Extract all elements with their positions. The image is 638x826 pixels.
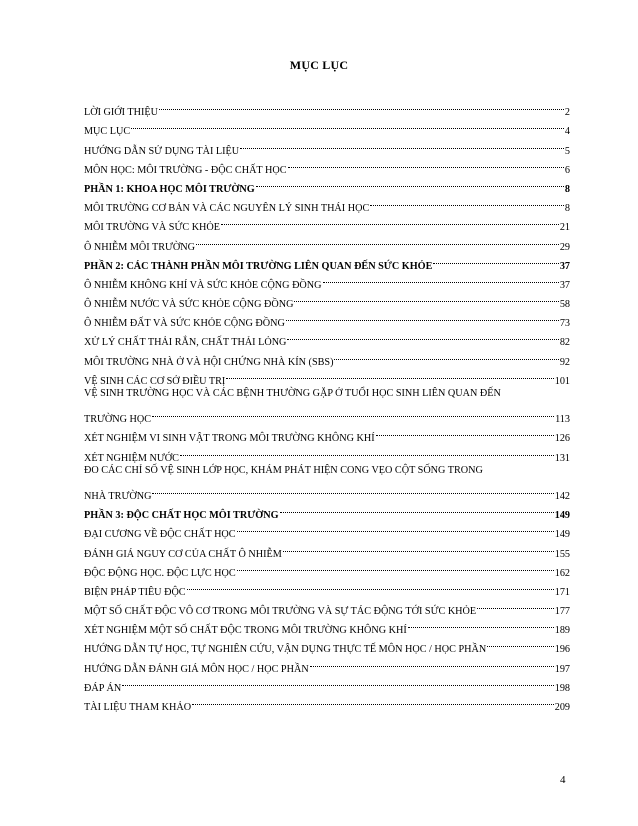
toc-entry-text: Ô NHIỄM ĐẤT VÀ SỨC KHỎE CỘNG ĐỒNG <box>84 318 285 330</box>
toc-entry-page: 198 <box>554 682 570 694</box>
dot-leader <box>322 269 560 288</box>
dot-leader <box>186 576 555 595</box>
toc-entry[interactable] <box>84 614 570 637</box>
toc-entry-page: 4 <box>564 126 570 138</box>
toc-entry-text: MÔI TRƯỜNG NHÀ Ở VÀ HỘI CHỨNG NHÀ KÍN (SBS) <box>84 356 334 368</box>
toc-entry[interactable] <box>84 230 570 253</box>
toc-entry[interactable] <box>84 441 570 464</box>
toc-entry-text-continued: TRƯỜNG HỌC <box>84 414 152 426</box>
toc-entry[interactable] <box>84 422 570 445</box>
dot-leader <box>130 115 565 134</box>
dot-leader <box>151 480 554 499</box>
dot-leader <box>293 288 559 307</box>
toc-entry-text-continued: NHÀ TRƯỜNG <box>84 490 152 502</box>
page-number: 4 <box>560 774 566 786</box>
toc-entry-page: 8 <box>564 183 570 195</box>
toc-entry[interactable] <box>84 365 570 387</box>
dot-leader <box>333 345 559 364</box>
toc-entry-text: HƯỚNG DẪN TỰ HỌC, TỰ NGHIÊN CỨU, VẬN DỤNG THỰC TẾ MÔN HỌC / HỌC PHẦN <box>84 644 487 656</box>
toc-entry-page: 149 <box>554 529 570 541</box>
toc-entry[interactable] <box>84 518 570 541</box>
toc-entry[interactable] <box>84 633 570 656</box>
dot-leader <box>225 365 554 384</box>
dot-leader <box>255 173 565 192</box>
dot-leader <box>285 307 560 326</box>
toc-entry-page: 2 <box>564 107 570 119</box>
toc-entry-text: Ô NHIỄM KHÔNG KHÍ VÀ SỨC KHỎE CỘNG ĐỒNG <box>84 279 322 291</box>
dot-leader <box>195 230 560 249</box>
dot-leader <box>309 652 555 671</box>
toc-entry[interactable] <box>84 96 570 119</box>
toc-entry-text: BIỆN PHÁP TIÊU ĐỘC <box>84 586 186 598</box>
toc-entry[interactable] <box>84 154 570 176</box>
dot-leader <box>151 403 555 422</box>
toc-entry-page: 171 <box>554 586 570 598</box>
toc-entry-text: PHẦN 2: CÁC THÀNH PHẦN MÔI TRƯỜNG LIÊN QUAN ĐẾN SỨC KHỎE <box>84 260 433 272</box>
toc-entry[interactable] <box>84 173 570 195</box>
toc-entry-text: PHẦN 3: ĐỘC CHẤT HỌC MÔI TRƯỜNG <box>84 510 279 522</box>
toc-entry-page: 21 <box>559 222 570 234</box>
toc-entry[interactable] <box>84 537 570 560</box>
dot-leader <box>407 614 555 633</box>
toc-entry-text: MÔI TRƯỜNG CƠ BẢN VÀ CÁC NGUYÊN LÝ SINH THÁI HỌC <box>84 203 370 215</box>
toc-entry-page: 92 <box>559 356 570 368</box>
toc-entry-page: 5 <box>564 145 570 157</box>
dot-leader <box>369 192 565 211</box>
toc-entry-page: 73 <box>559 318 570 330</box>
toc-entry[interactable] <box>84 652 570 675</box>
dot-leader <box>286 326 559 345</box>
toc-entry[interactable] <box>84 691 570 714</box>
toc-entry-page: 29 <box>559 241 570 253</box>
dot-leader <box>236 518 555 537</box>
dot-leader <box>158 96 565 115</box>
toc-entry-text: TÀI LIỆU THAM KHẢO <box>84 702 192 714</box>
table-of-contents <box>84 96 570 714</box>
toc-entry[interactable] <box>84 461 570 502</box>
toc-entry-page: 209 <box>554 702 570 714</box>
toc-entry[interactable] <box>84 326 570 349</box>
toc-entry[interactable] <box>84 211 570 234</box>
toc-entry-page: 162 <box>554 567 570 579</box>
dot-leader <box>279 499 555 518</box>
dot-leader <box>375 422 555 441</box>
toc-entry[interactable] <box>84 384 570 426</box>
toc-entry-text: ĐỘC ĐỘNG HỌC. ĐỘC LỰC HỌC <box>84 567 236 579</box>
toc-entry-text: VỆ SINH CÁC CƠ SỞ ĐIỀU TRỊ <box>84 375 226 387</box>
toc-entry-text: ĐO CÁC CHỈ SỐ VỆ SINH LỚP HỌC, KHÁM PHÁT HIỆN CONG VẸO CỘT SỐNG TRONG <box>84 464 483 476</box>
dot-leader <box>236 557 555 576</box>
toc-entry-page: 82 <box>559 337 570 349</box>
dot-leader <box>239 134 565 153</box>
dot-leader <box>486 633 554 652</box>
toc-entry-text: XỬ LÝ CHẤT THẢI RẮN, CHẤT THẢI LỎNG <box>84 337 287 349</box>
dot-leader <box>476 595 555 614</box>
toc-entry[interactable] <box>84 250 570 272</box>
toc-entry-page: 37 <box>559 279 570 291</box>
toc-entry-text: XÉT NGHIỆM MỘT SỐ CHẤT ĐỘC TRONG MÔI TRƯỜNG KHÔNG KHÍ <box>84 625 407 637</box>
toc-entry-text: HƯỚNG DẪN ĐÁNH GIÁ MÔN HỌC / HỌC PHẦN <box>84 663 309 675</box>
toc-entry-page: 155 <box>554 548 570 560</box>
toc-entry-page: 196 <box>554 644 570 656</box>
toc-entry[interactable] <box>84 345 570 368</box>
toc-entry-text: Ô NHIỄM NƯỚC VÀ SỨC KHỎE CỘNG ĐỒNG <box>84 299 294 311</box>
toc-entry-page: 37 <box>559 260 570 272</box>
toc-entry-text: PHẦN 1: KHOA HỌC MÔI TRƯỜNG <box>84 183 255 195</box>
toc-entry[interactable] <box>84 192 570 215</box>
toc-entry-text: LỜI GIỚI THIỆU <box>84 107 158 119</box>
toc-entry[interactable] <box>84 499 570 522</box>
toc-title: MỤC LỤC <box>289 58 349 72</box>
toc-entry-page: 6 <box>564 164 570 176</box>
dot-leader <box>432 250 559 269</box>
toc-entry[interactable] <box>84 269 570 291</box>
toc-entry-page: 131 <box>554 452 570 464</box>
toc-entry-text: MÔI TRƯỜNG VÀ SỨC KHỎE <box>84 222 220 234</box>
toc-entry-text: ĐÁNH GIÁ NGUY CƠ CỦA CHẤT Ô NHIỄM <box>84 548 282 560</box>
toc-entry-page: 126 <box>554 433 570 445</box>
toc-entry-text: VỆ SINH TRƯỜNG HỌC VÀ CÁC BỆNH THƯỜNG GẶP Ở TUỔI HỌC SINH LIÊN QUAN ĐẾN <box>84 387 501 399</box>
dot-leader <box>220 211 560 230</box>
toc-entry-page: 197 <box>554 663 570 675</box>
toc-entry-text: ĐÁP ÁN <box>84 682 122 694</box>
toc-entry[interactable] <box>84 672 570 694</box>
toc-entry-text: Ô NHIỄM MÔI TRƯỜNG <box>84 241 196 253</box>
dot-leader <box>282 537 555 556</box>
toc-entry-page: 177 <box>554 606 570 618</box>
toc-entry-page: 58 <box>559 299 570 311</box>
dot-leader <box>191 691 555 710</box>
toc-entry[interactable] <box>84 134 570 157</box>
dot-leader <box>287 154 565 173</box>
toc-entry-page: 149 <box>554 510 570 522</box>
toc-entry-page: 101 <box>554 375 570 387</box>
toc-entry-page: 113 <box>555 414 570 426</box>
toc-entry-page: 8 <box>564 203 570 215</box>
toc-entry-text: ĐẠI CƯƠNG VỀ ĐỘC CHẤT HỌC <box>84 529 236 541</box>
toc-entry-text: XÉT NGHIỆM VI SINH VẬT TRONG MÔI TRƯỜNG KHÔNG KHÍ <box>84 433 375 445</box>
toc-entry-text: MÔN HỌC: MÔI TRƯỜNG - ĐỘC CHẤT HỌC <box>84 164 287 176</box>
toc-entry-text: HƯỚNG DẪN SỬ DỤNG TÀI LIỆU <box>84 145 240 157</box>
toc-entry[interactable] <box>84 115 570 138</box>
toc-entry[interactable] <box>84 576 570 598</box>
toc-entry-text: MỘT SỐ CHẤT ĐỘC VÔ CƠ TRONG MÔI TRƯỜNG VÀ SỰ TÁC ĐỘNG TỚI SỨC KHỎE <box>84 606 477 618</box>
dot-leader <box>121 672 554 691</box>
toc-entry[interactable] <box>84 307 570 330</box>
toc-entry[interactable] <box>84 288 570 311</box>
toc-entry-text: XÉT NGHIỆM NƯỚC <box>84 452 179 464</box>
toc-entry-text: MỤC LỤC <box>84 126 131 138</box>
toc-entry[interactable] <box>84 595 570 618</box>
dot-leader <box>179 441 555 460</box>
toc-entry-page: 142 <box>554 490 570 502</box>
toc-entry-page: 189 <box>554 625 570 637</box>
toc-entry[interactable] <box>84 557 570 579</box>
